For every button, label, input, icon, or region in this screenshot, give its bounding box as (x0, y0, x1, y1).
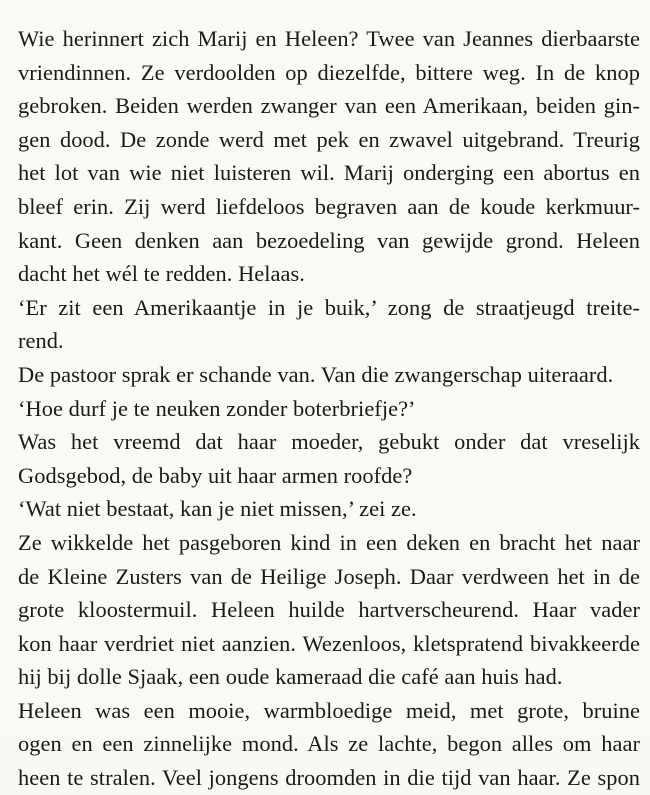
text-line: dacht het wél te redden. Helaas. (18, 261, 305, 287)
text-line: kant. Geen denken aan bezoedeling van gewijde grond. Heleen (18, 227, 640, 253)
body-text (18, 22, 640, 795)
text-line: het lot van wie niet luisteren wil. Marij onderging een abortus en (18, 160, 640, 186)
text-line: gen dood. De zonde werd met pek en zwavel uitgebrand. Treurig (18, 126, 640, 152)
text-line: rend. (18, 328, 64, 354)
text-line: kon haar verdriet niet aanzien. Wezenloos, kletspratend bivakkeerde (18, 630, 640, 656)
text-line: bleef erin. Zij werd liefdeloos begraven aan de koude kerkmuur- (18, 193, 640, 219)
text-line: Wie herinnert zich Marij en Heleen? Twee van Jeannes dierbaarste (18, 26, 640, 51)
text-line: ‘Hoe durf je te neuken zonder boterbriefje?’ (18, 395, 416, 421)
text-line: ogen en een zinnelijke mond. Als ze lachte, begon alles om haar (18, 731, 640, 757)
text-line: hij bij dolle Sjaak, een oude kameraad die café aan huis had. (18, 664, 563, 690)
text-line: de Kleine Zusters van de Heilige Joseph. Daar verdween het in de (18, 563, 640, 589)
text-line: Was het vreemd dat haar moeder, gebukt onder dat vreselijk (18, 429, 640, 455)
text-line: Godsgebod, de baby uit haar armen roofde? (18, 462, 413, 488)
text-line: heen te stralen. Veel jongens droomden in die tijd van haar. Ze spon (18, 765, 640, 791)
text-line: ‘Er zit een Amerikaantje in je buik,’ zong de straatjeugd treite- (18, 294, 640, 320)
text-line: Ze wikkelde het pasgeboren kind in een deken en bracht het naar (18, 529, 640, 555)
text-line: grote kloostermuil. Heleen huilde hartverscheurend. Haar vader (18, 597, 640, 623)
text-line: Heleen was een mooie, warmbloedige meid, met grote, bruine (18, 697, 640, 723)
text-line: De pastoor sprak er schande van. Van die zwangerschap uiteraard. (18, 361, 614, 387)
text-line: vriendinnen. Ze verdoolden op diezelfde, bittere weg. In de knop (18, 59, 640, 85)
text-line: ‘Wat niet bestaat, kan je niet missen,’ zei ze. (18, 496, 417, 522)
text-line: gebroken. Beiden werden zwanger van een Amerikaan, beiden gin- (18, 93, 640, 119)
